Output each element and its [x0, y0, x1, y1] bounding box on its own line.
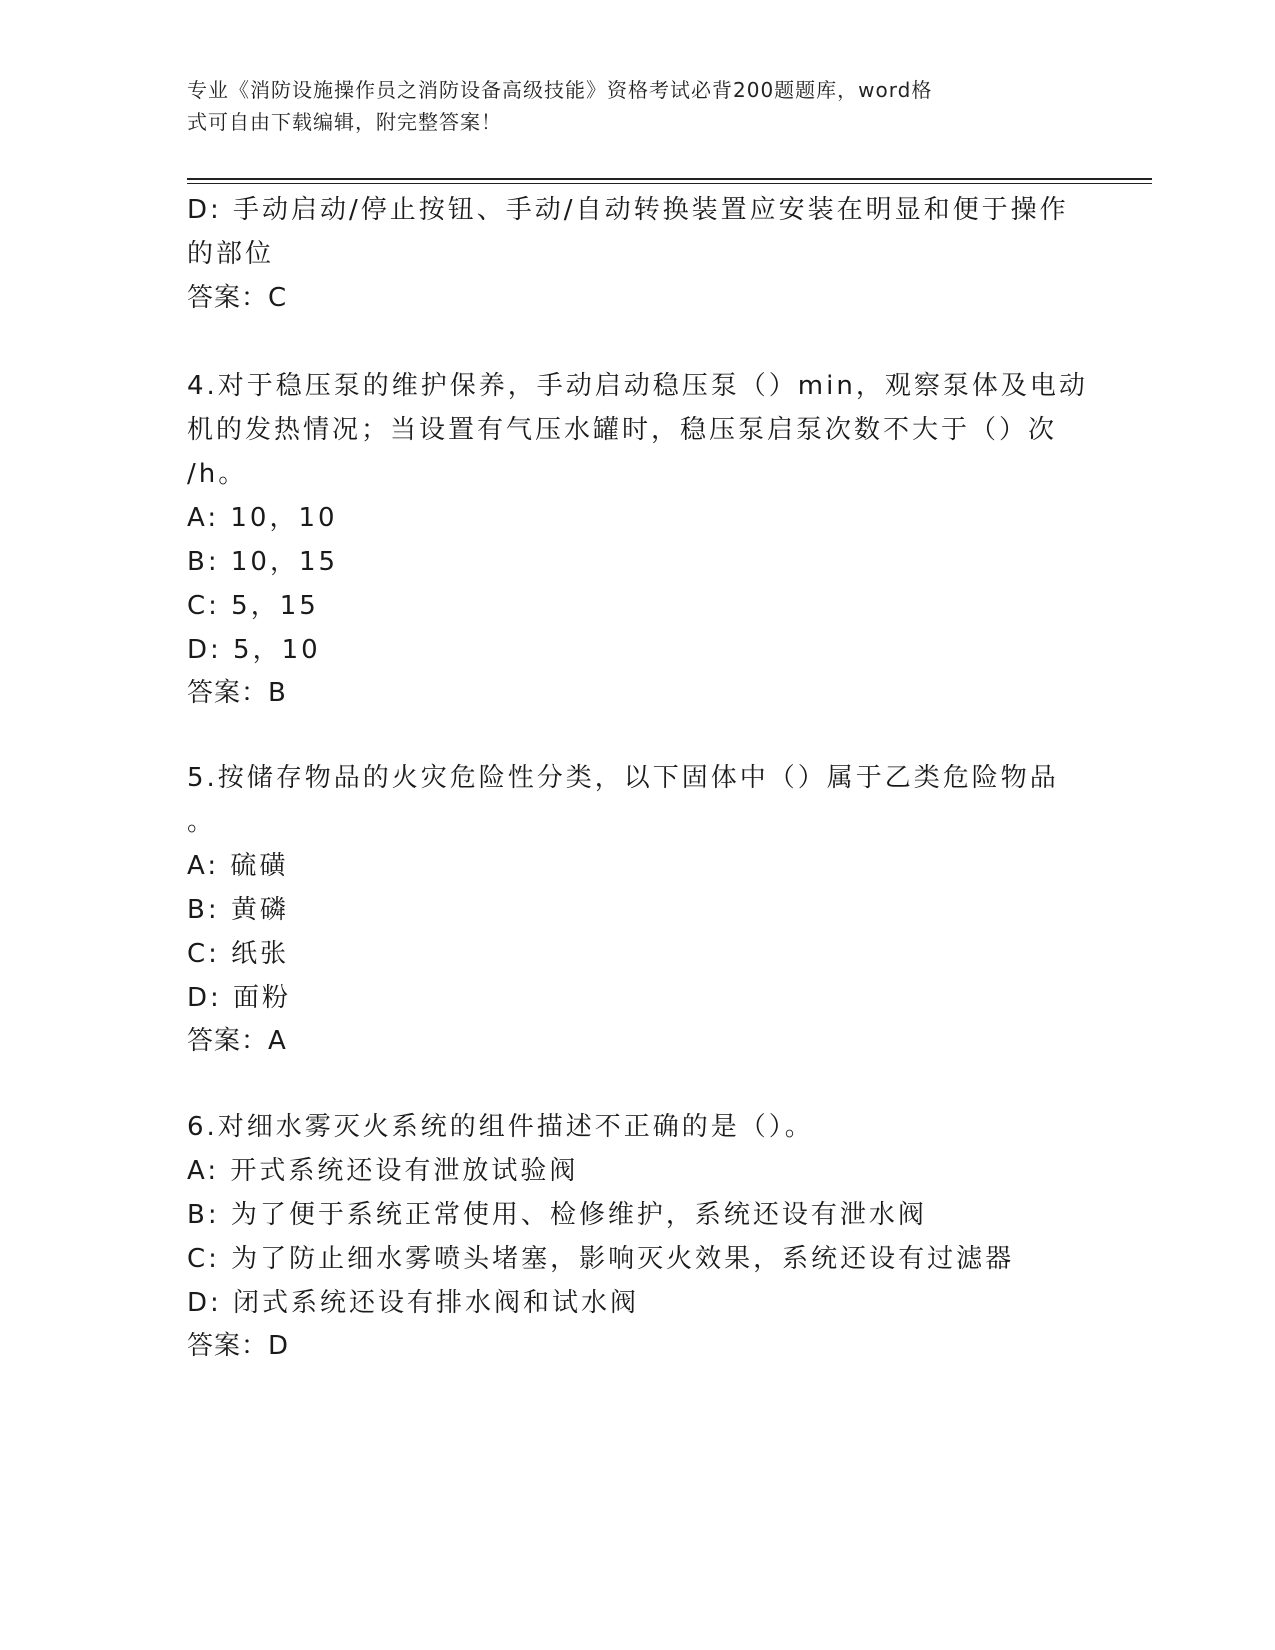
q3-answer: 答案：C [187, 283, 288, 313]
header-rule-thick [187, 178, 1152, 180]
q4-option-c: C: 5，15 [187, 591, 319, 621]
q3-option-d-line-1: D: 手动启动/停止按钮、手动/自动转换装置应安装在明显和便于操作 [187, 195, 1069, 225]
q5-stem-line-1: 5.按储存物品的火灾危险性分类，以下固体中（）属于乙类危险物品 [187, 763, 1059, 793]
q3-option-d-line-2: 的部位 [187, 239, 275, 269]
q5-option-d: D: 面粉 [187, 983, 292, 1013]
q6-option-c: C: 为了防止细水雾喷头堵塞，影响灭火效果，系统还设有过滤器 [187, 1244, 1015, 1274]
document-header [187, 74, 1067, 138]
q4-answer: 答案：B [187, 678, 287, 708]
q4-option-d: D: 5，10 [187, 635, 321, 665]
q4-option-a: A: 10，10 [187, 503, 338, 533]
q4-stem-line-3: /h。 [187, 459, 248, 489]
q6-stem-line-1: 6.对细水雾灭火系统的组件描述不正确的是（）。 [187, 1112, 814, 1142]
header-line-2: 式可自由下载编辑，附完整答案！ [187, 110, 502, 134]
header-rule-thin [187, 183, 1152, 184]
q5-stem-line-2: 。 [187, 807, 217, 837]
q4-stem-line-2: 机的发热情况；当设置有气压水罐时，稳压泵启泵次数不大于（）次 [187, 415, 1058, 445]
q5-answer: 答案：A [187, 1026, 287, 1056]
q5-option-b: B: 黄磷 [187, 895, 289, 925]
q4-option-b: B: 10，15 [187, 547, 339, 577]
q5-option-c: C: 纸张 [187, 939, 290, 969]
q6-option-b: B: 为了便于系统正常使用、检修维护，系统还设有泄水阀 [187, 1200, 927, 1230]
q5-option-a: A: 硫磺 [187, 851, 289, 881]
q6-option-d: D: 闭式系统还设有排水阀和试水阀 [187, 1288, 640, 1318]
header-line-1: 专业《消防设施操作员之消防设备高级技能》资格考试必背200题题库，word格 [187, 78, 933, 102]
q6-option-a: A: 开式系统还设有泄放试验阀 [187, 1156, 579, 1186]
q4-stem-line-1: 4.对于稳压泵的维护保养，手动启动稳压泵（）min，观察泵体及电动 [187, 371, 1088, 401]
q6-answer: 答案：D [187, 1331, 290, 1361]
